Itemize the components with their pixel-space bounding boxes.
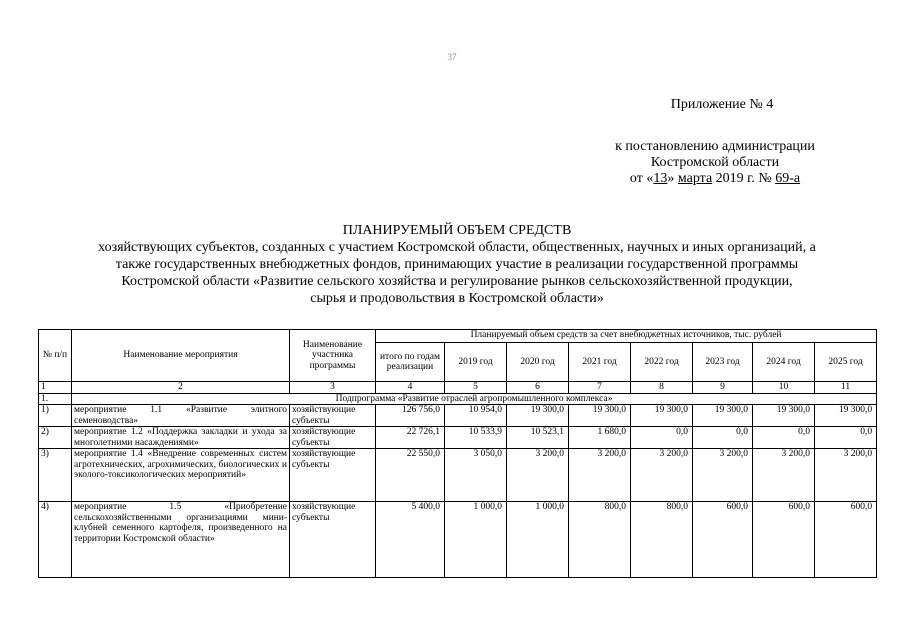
table-row [39, 502, 877, 578]
row-value: 600,0 [753, 502, 815, 578]
title-line-5: сырья и продовольствия в Костромской области» [310, 291, 604, 306]
col-number: 2 [72, 382, 290, 394]
document-title [40, 222, 874, 307]
row-value: 3 200,0 [815, 449, 877, 502]
row-value: 10 954,0 [445, 405, 507, 427]
row-value: 3 200,0 [693, 449, 753, 502]
row-total: 22 726,1 [376, 427, 445, 449]
header-year: 2022 год [631, 343, 693, 382]
col-number: 6 [507, 382, 569, 394]
row-value: 1 000,0 [445, 502, 507, 578]
row-value: 3 200,0 [631, 449, 693, 502]
row-value: 3 200,0 [569, 449, 631, 502]
row-value: 0,0 [753, 427, 815, 449]
row-participant: хозяйствующие субъекты [290, 502, 376, 578]
column-number-row [39, 382, 877, 394]
header-year: 2024 год [753, 343, 815, 382]
date-day: 13 [653, 171, 668, 186]
date-prefix: от « [629, 171, 654, 186]
row-value: 600,0 [693, 502, 753, 578]
date-month: марта [677, 171, 713, 186]
col-number: 7 [569, 382, 631, 394]
row-value: 19 300,0 [753, 405, 815, 427]
row-value: 19 300,0 [693, 405, 753, 427]
row-participant: хозяйствующие субъекты [290, 427, 376, 449]
col-number: 8 [631, 382, 693, 394]
row-value: 600,0 [815, 502, 877, 578]
table-row [39, 405, 877, 427]
row-value: 0,0 [815, 427, 877, 449]
row-value: 3 200,0 [753, 449, 815, 502]
row-num: 4) [39, 502, 72, 578]
row-num: 3) [39, 449, 72, 502]
section-title: Подпрограмма «Развитие отраслей агропромышленного комплекса» [72, 393, 877, 405]
row-value: 19 300,0 [815, 405, 877, 427]
date-mid: » [667, 171, 678, 186]
section-row [39, 393, 877, 405]
row-value: 1 000,0 [507, 502, 569, 578]
table-row [39, 427, 877, 449]
row-value: 10 533,9 [445, 427, 507, 449]
header-num: № п/п [39, 330, 72, 382]
date-suffix: 2019 г. № [712, 171, 776, 186]
appendix-line-2: Костромской области [650, 155, 780, 170]
row-value: 3 200,0 [507, 449, 569, 502]
row-total: 22 550,0 [376, 449, 445, 502]
header-total: итого по годам реализации [376, 343, 445, 382]
row-value: 0,0 [693, 427, 753, 449]
row-participant: хозяйствующие субъекты [290, 405, 376, 427]
row-value: 10 523,1 [507, 427, 569, 449]
section-num: 1. [39, 393, 72, 405]
table-row [39, 449, 877, 502]
row-name: мероприятие 1.4 «Внедрение современных систем агротехнических, агрохимических, биологических и эколого-токсикологических мероприятий» [72, 449, 290, 502]
row-total: 126 756,0 [376, 405, 445, 427]
row-value: 0,0 [631, 427, 693, 449]
col-number: 5 [445, 382, 507, 394]
decree-number: 69-а [775, 171, 801, 186]
col-number: 4 [376, 382, 445, 394]
row-num: 2) [39, 427, 72, 449]
title-line-2: хозяйствующих субъектов, созданных с участием Костромской области, общественных, научных и иных организаций, а [98, 240, 816, 255]
row-value: 19 300,0 [507, 405, 569, 427]
col-number: 1 [39, 382, 72, 394]
row-total: 5 400,0 [376, 502, 445, 578]
row-name: мероприятие 1.5 «Приобретение сельскохозяйственными организациями мини-клубней семенного картофеля, произведенного на территории Костромской области» [72, 502, 290, 578]
appendix-reference [600, 139, 830, 187]
title-line-3: также государственных внебюджетных фондов, принимающих участие в реализации государственной программы [115, 257, 799, 272]
appendix-date-line [600, 171, 830, 187]
row-name: мероприятие 1.1 «Развитие элитного семеноводства» [72, 405, 290, 427]
title-line-4: Костромской области «Развитие сельского хозяйства и регулирование рынков сельскохозяйственной продукции, [121, 274, 793, 289]
header-year: 2021 год [569, 343, 631, 382]
header-group: Планируемый объем средств за счет внебюджетных источников, тыс. рублей [376, 330, 877, 343]
row-value: 3 050,0 [445, 449, 507, 502]
header-year: 2023 год [693, 343, 753, 382]
row-value: 19 300,0 [631, 405, 693, 427]
row-value: 1 680,0 [569, 427, 631, 449]
row-name: мероприятие 1.2 «Поддержка закладки и ухода за многолетними насаждениями» [72, 427, 290, 449]
header-participant: Наименование участника программы [290, 330, 376, 382]
row-participant: хозяйствующие субъекты [290, 449, 376, 502]
header-row-1 [39, 330, 877, 343]
col-number: 10 [753, 382, 815, 394]
header-name: Наименование мероприятия [72, 330, 290, 382]
row-value: 19 300,0 [569, 405, 631, 427]
appendix-line-1: к постановлению администрации [615, 139, 815, 154]
header-year: 2019 год [445, 343, 507, 382]
row-value: 800,0 [569, 502, 631, 578]
row-value: 800,0 [631, 502, 693, 578]
page-number: 37 [447, 52, 457, 62]
col-number: 11 [815, 382, 877, 394]
funding-table [38, 329, 877, 578]
col-number: 3 [290, 382, 376, 394]
col-number: 9 [693, 382, 753, 394]
appendix-title: Приложение № 4 [670, 97, 774, 112]
header-year: 2025 год [815, 343, 877, 382]
row-num: 1) [39, 405, 72, 427]
title-line-1: ПЛАНИРУЕМЫЙ ОБЪЕМ СРЕДСТВ [342, 223, 572, 238]
header-year: 2020 год [507, 343, 569, 382]
